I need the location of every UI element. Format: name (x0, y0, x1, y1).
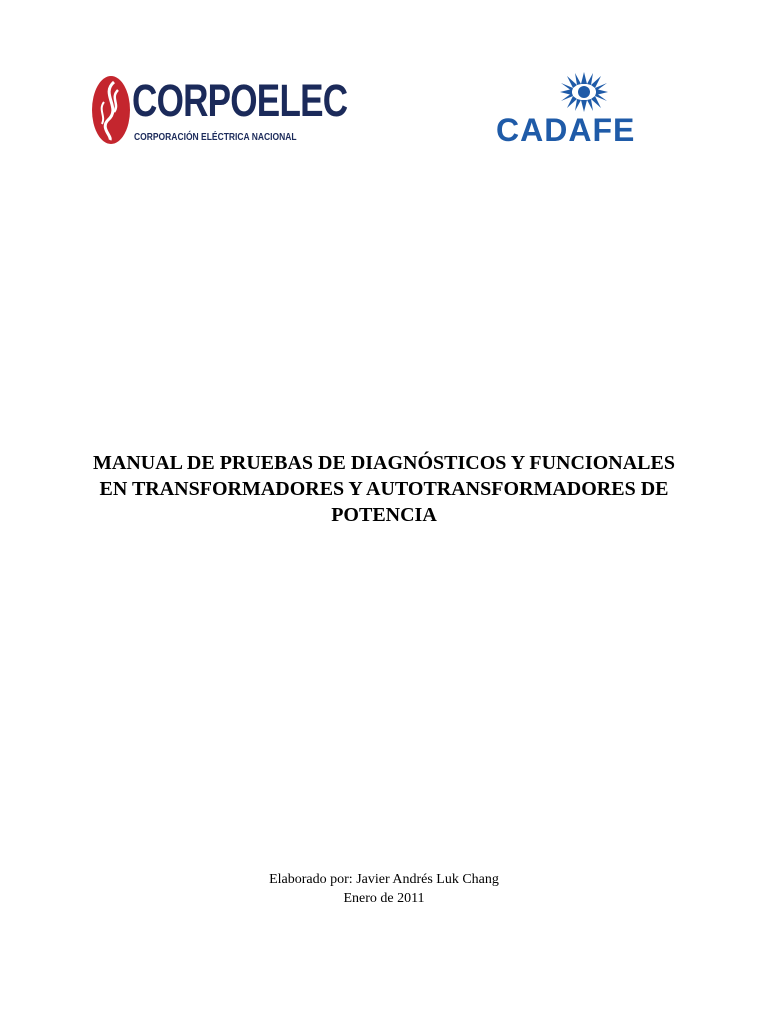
document-footer (184, 870, 584, 908)
title-line-1: MANUAL DE PRUEBAS DE DIAGNÓSTICOS Y FUNCIONALES (93, 452, 675, 474)
corpoelec-logo-name: CORPOELEC (132, 75, 348, 126)
corpoelec-logo-subtitle: CORPORACIÓN ELÉCTRICA NACIONAL (134, 132, 297, 143)
corpoelec-emblem-icon (90, 74, 132, 146)
cadafe-logo (494, 70, 674, 150)
title-line-2: EN TRANSFORMADORES Y AUTOTRANSFORMADORES DE (99, 478, 669, 500)
title-line-3: POTENCIA (331, 504, 437, 526)
cadafe-logo-name: CADAFE (496, 112, 636, 148)
document-title (60, 450, 708, 528)
publication-date: Enero de 2011 (343, 891, 425, 906)
corpoelec-logo (90, 74, 348, 150)
cadafe-sun-icon (554, 70, 614, 114)
author-credit: Elaborado por: Javier Andrés Luk Chang (269, 872, 499, 887)
